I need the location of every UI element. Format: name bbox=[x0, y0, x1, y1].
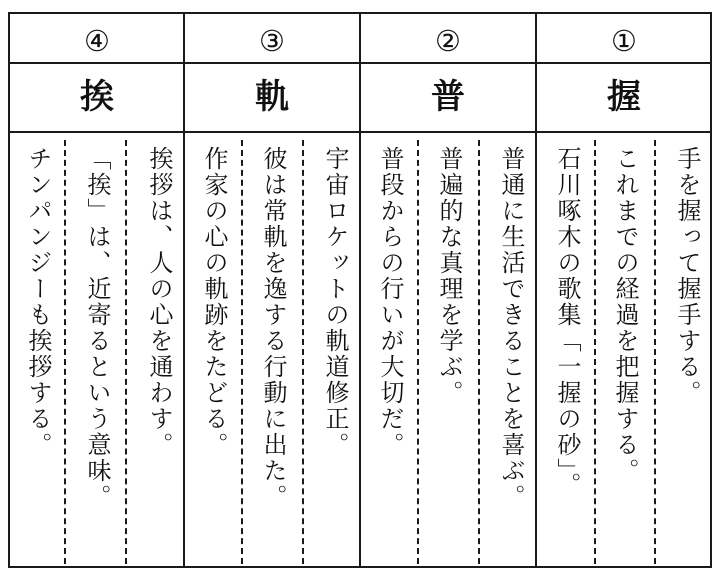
section-kanji: 握 bbox=[607, 77, 641, 117]
example-sentence: 「挨」は、近寄るという意味。 bbox=[83, 146, 111, 510]
section-number: ③ bbox=[259, 24, 285, 58]
dashed-column-divider bbox=[302, 140, 304, 564]
example-sentence: 彼は常軌を逸する行動に出た。 bbox=[259, 146, 287, 510]
section-number: ② bbox=[435, 24, 461, 58]
example-sentence: 普段からの行いが大切だ。 bbox=[376, 146, 404, 458]
example-sentence: 作家の心の軌跡をたどる。 bbox=[200, 146, 228, 458]
dashed-column-divider bbox=[241, 140, 243, 564]
dashed-column-divider bbox=[125, 140, 127, 564]
example-sentence: 宇宙ロケットの軌道修正。 bbox=[321, 146, 349, 458]
dashed-column-divider bbox=[654, 140, 656, 564]
example-sentence: チンパンジーも挨拶する。 bbox=[24, 146, 52, 458]
example-sentence: 挨拶は、人の心を通わす。 bbox=[145, 146, 173, 458]
section-kanji: 軌 bbox=[255, 77, 289, 117]
section-number: ① bbox=[611, 24, 637, 58]
dashed-column-divider bbox=[594, 140, 596, 564]
example-sentence: 石川啄木の歌集「一握の砂」。 bbox=[553, 146, 581, 498]
section-number: ④ bbox=[84, 24, 110, 58]
example-sentence: 普通に生活できることを喜ぶ。 bbox=[497, 146, 525, 510]
example-sentence: 手を握って握手する。 bbox=[673, 146, 701, 406]
dashed-column-divider bbox=[64, 140, 66, 564]
dashed-column-divider bbox=[417, 140, 419, 564]
example-sentence: 普遍的な真理を学ぶ。 bbox=[435, 146, 463, 406]
dashed-column-divider bbox=[478, 140, 480, 564]
example-sentence: これまでの経過を把握する。 bbox=[611, 146, 639, 484]
section-kanji: 普 bbox=[431, 77, 465, 117]
section-kanji: 挨 bbox=[80, 77, 114, 117]
